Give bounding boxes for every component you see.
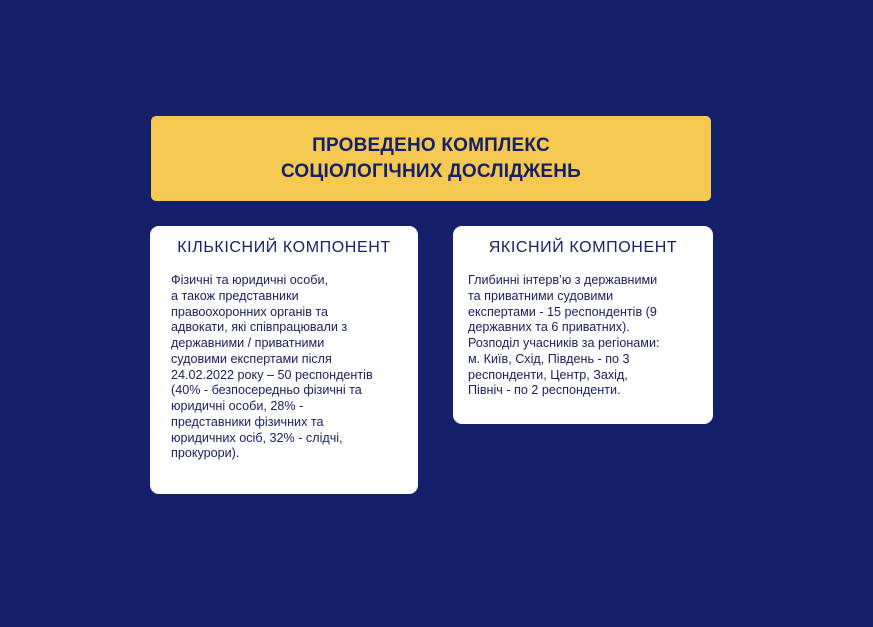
- quantitative-component-text: Фізичні та юридичні особи, а також представники правоохоронних органів та адвокати, які співпрацювали з державними / приватними судовими експертами після 24.02.2022 року – 50 респондентів (40% - безпосередньо фізичні та юридичні особи, 28% - представники фізичних та юридичних осіб, 32% - слідчі, прокурори).: [171, 273, 373, 461]
- qualitative-component-text: Глибинні інтерв’ю з державними та приватними судовими експертами - 15 респондентів (9 державних та 6 приватних). Розподіл учасників за регіонами: м. Київ, Схід, Південь - по 3 респонденти, Центр, Захід, Північ - по 2 респонденти.: [468, 273, 660, 398]
- quantitative-component-card: [150, 226, 418, 494]
- qualitative-component-heading: ЯКІСНИЙ КОМПОНЕНТ: [488, 239, 678, 256]
- title-line-2: СОЦІОЛОГІЧНИХ ДОСЛІДЖЕНЬ: [280, 160, 582, 182]
- quantitative-component-heading: КІЛЬКІСНИЙ КОМПОНЕНТ: [177, 239, 391, 256]
- title-line-1: ПРОВЕДЕНО КОМПЛЕКС: [312, 134, 550, 156]
- qualitative-component-card: [453, 226, 713, 424]
- title-banner: [151, 116, 711, 201]
